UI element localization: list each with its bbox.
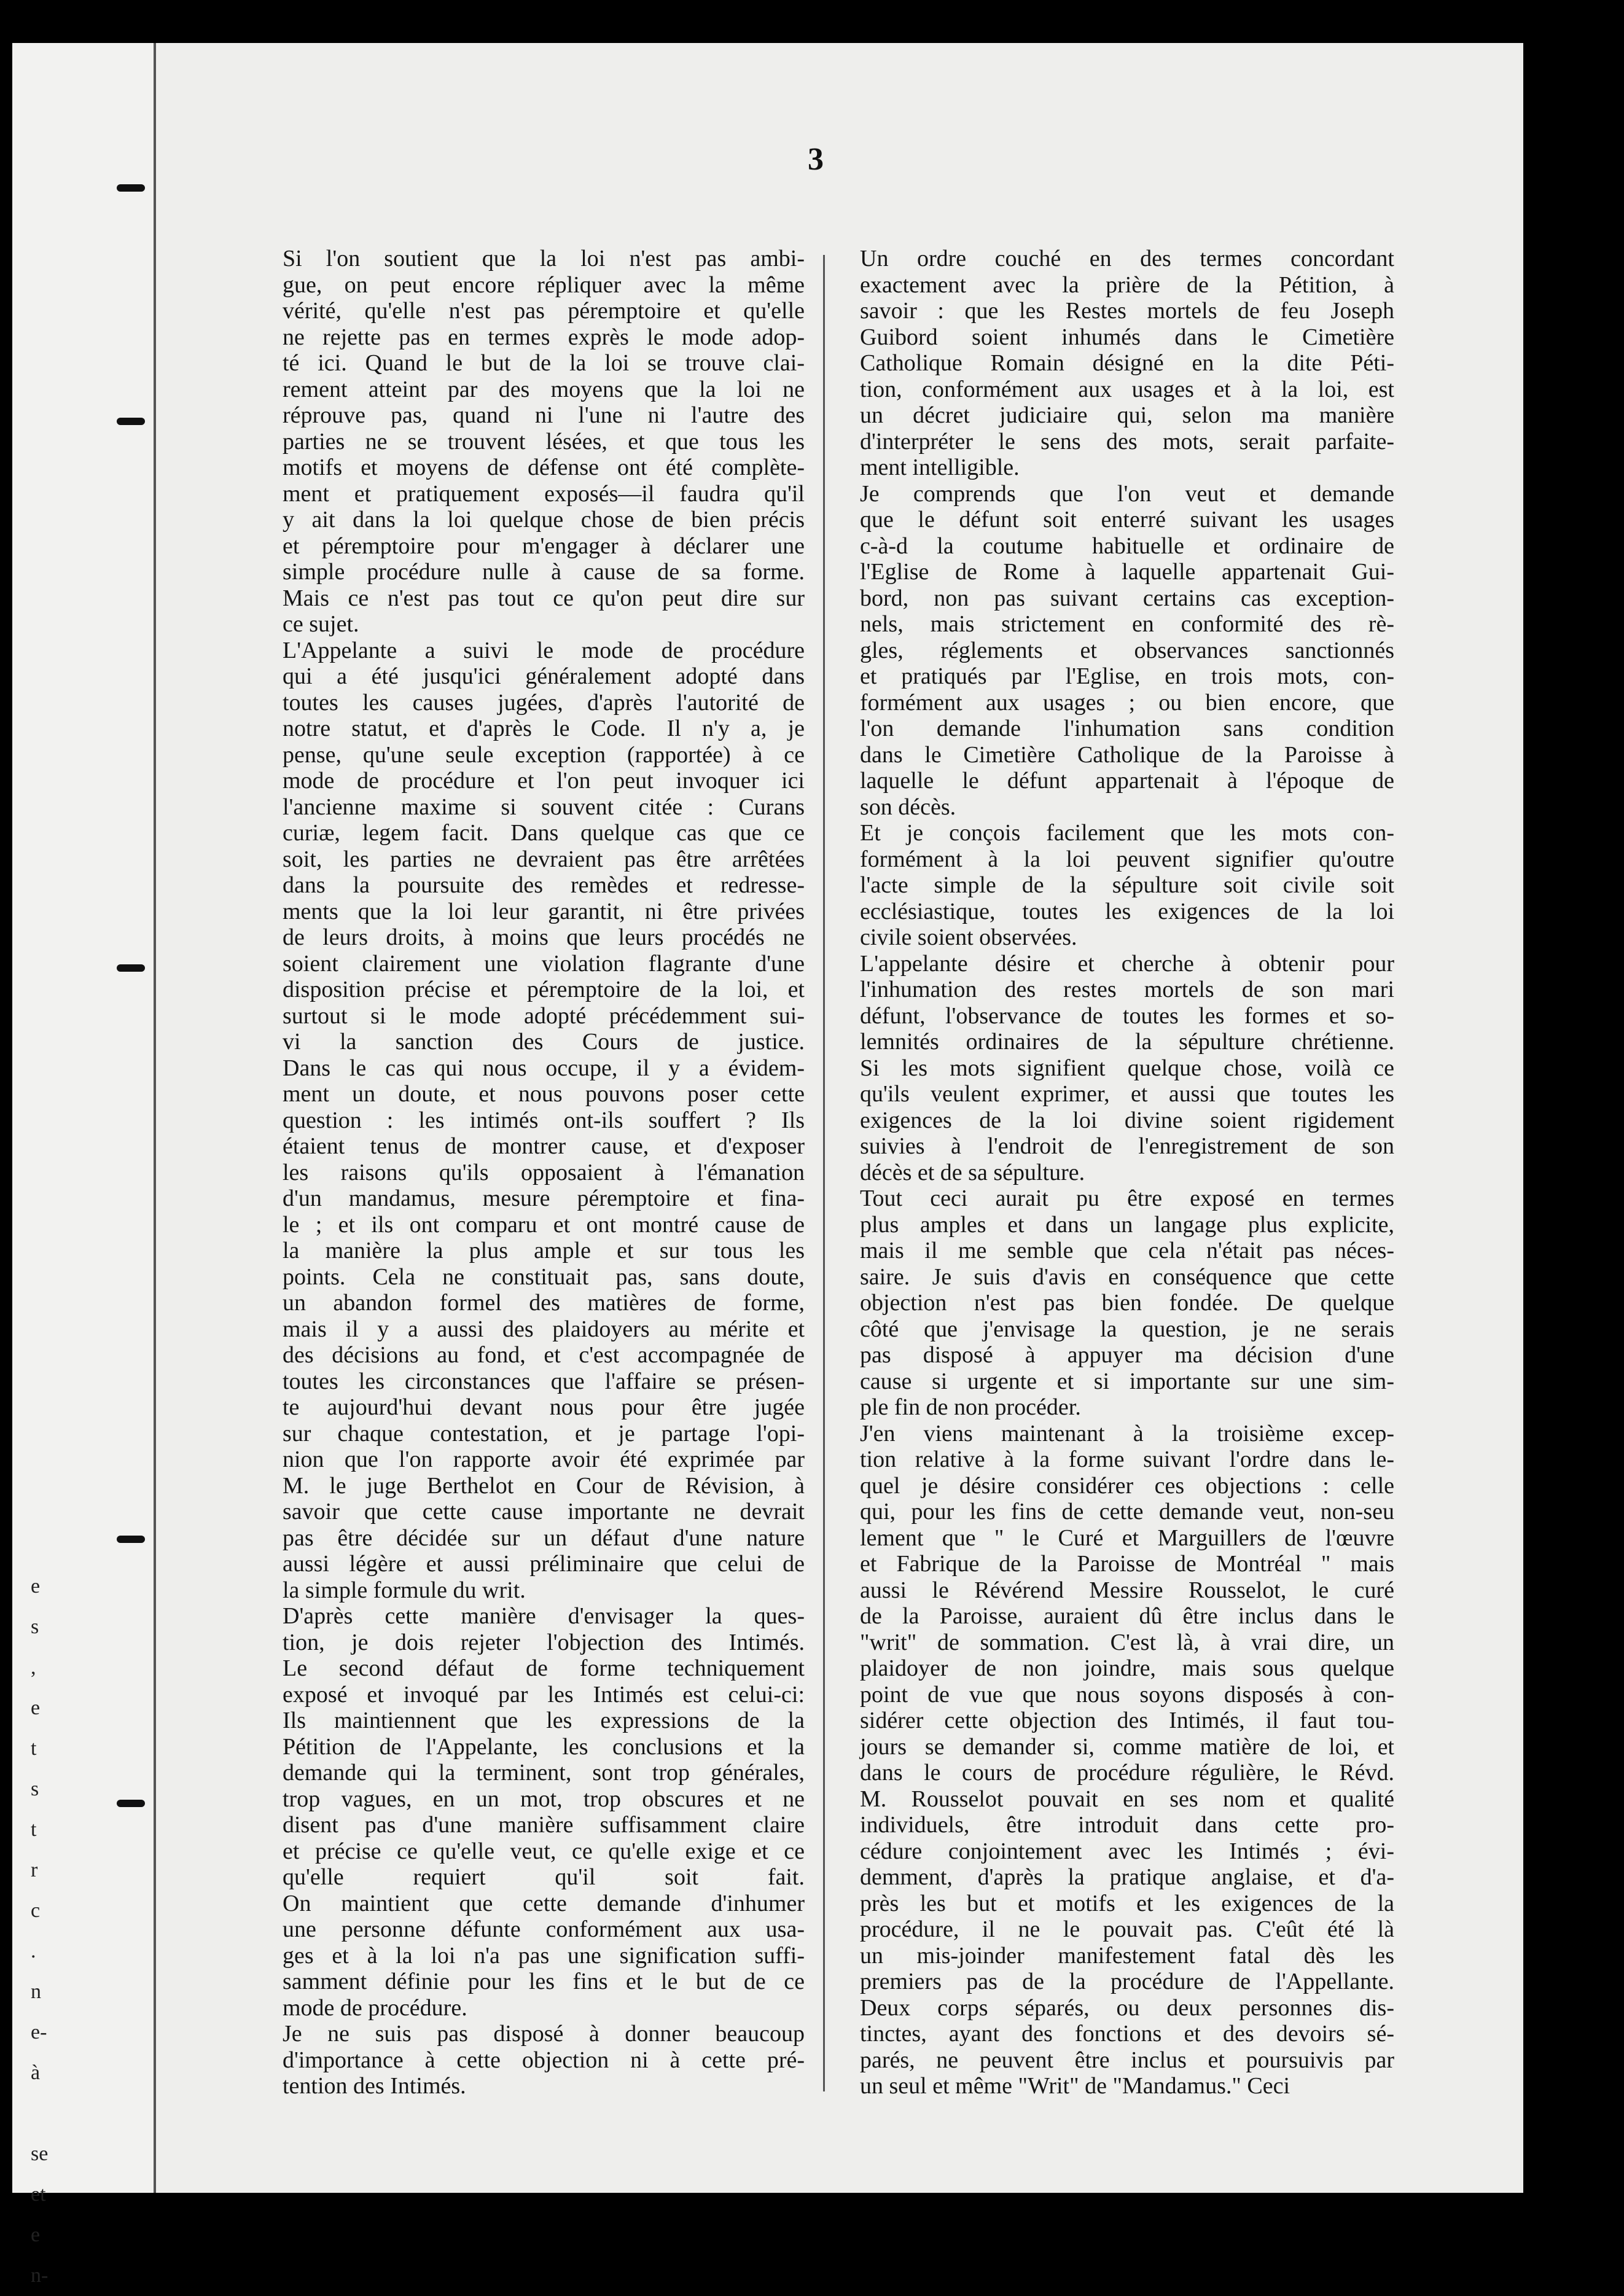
text-line: bord, non pas suivant certains cas exception- bbox=[860, 585, 1394, 611]
text-line: un seul et même "Writ" de "Mandamus." Ceci bbox=[860, 2073, 1290, 2099]
text-line: ment intelligible. bbox=[860, 455, 1020, 480]
text-line: sidérer cette objection des Intimés, il faut tou- bbox=[860, 1708, 1394, 1733]
text-line: y ait dans la loi quelque chose de bien précis bbox=[283, 507, 805, 533]
text-line: ce sujet. bbox=[283, 611, 359, 637]
text-line: qui a été jusqu'ici généralement adopté dans bbox=[283, 663, 805, 689]
text-line: formément aux usages ; ou bien encore, que bbox=[860, 689, 1394, 716]
text-line: Dans le cas qui nous occupe, il y a évidem- bbox=[283, 1055, 805, 1081]
text-line: d'interpréter le sens des mots, serait parfaite- bbox=[860, 428, 1394, 455]
text-line: près les but et motifs et les exigences de la bbox=[860, 1890, 1394, 1916]
text-line: points. Cela ne constituait pas, sans doute, bbox=[283, 1263, 805, 1290]
text-line: Je comprends que l'on veut et demande bbox=[860, 480, 1394, 507]
text-line: aussi le Révérend Messire Rousselot, le curé bbox=[860, 1577, 1394, 1603]
binding-mark bbox=[117, 184, 145, 192]
text-line: curiæ, legem facit. Dans quelque cas que ce bbox=[283, 820, 805, 846]
text-line: vi la sanction des Cours de justice. bbox=[283, 1029, 805, 1055]
text-line: toutes les circonstances que l'affaire se présen- bbox=[283, 1368, 805, 1394]
text-line: pas être décidée sur un défaut d'une nature bbox=[283, 1525, 805, 1551]
previous-page-edge bbox=[12, 43, 156, 2287]
text-line: l'acte simple de la sépulture soit civile soit bbox=[860, 872, 1394, 898]
text-line: L'appelante désire et cherche à obtenir pour bbox=[860, 950, 1394, 977]
text-line: de leurs droits, à moins que leurs procédés ne bbox=[283, 924, 805, 950]
text-line: mode de procédure et l'on peut invoquer ici bbox=[283, 768, 805, 794]
text-line: défunt, l'observance de toutes les formes et so- bbox=[860, 1002, 1394, 1029]
margin-letter: e bbox=[31, 2224, 41, 2246]
text-line: formément à la loi peuvent signifier qu'outre bbox=[860, 846, 1394, 872]
text-line: procédure, il ne le pouvait pas. C'eût été là bbox=[860, 1916, 1394, 1942]
text-line: pense, qu'une seule exception (rapportée) à ce bbox=[283, 741, 805, 768]
text-line: savoir que cette cause importante ne devrait bbox=[283, 1499, 805, 1525]
text-line: et péremptoire pour m'engager à déclarer une bbox=[283, 533, 805, 559]
text-line: exposé et invoqué par les Intimés est celui-ci: bbox=[283, 1681, 805, 1708]
text-line: des décisions au fond, et c'est accompagnée de bbox=[283, 1342, 805, 1368]
margin-letter: c bbox=[31, 1899, 41, 1922]
text-line: les raisons qu'ils opposaient à l'émanation bbox=[283, 1159, 805, 1185]
text-line: cause si urgente et si importante sur une sim- bbox=[860, 1368, 1394, 1394]
text-line: ple fin de non procéder. bbox=[860, 1394, 1081, 1420]
margin-letter: se bbox=[31, 2142, 49, 2165]
text-line: lement que " le Curé et Marguillers de l'œuvre bbox=[860, 1525, 1394, 1551]
text-line: simple procédure nulle à cause de sa forme. bbox=[283, 559, 805, 585]
margin-letter: r bbox=[31, 1859, 38, 1881]
text-line: l'Eglise de Rome à laquelle appartenait Gui- bbox=[860, 559, 1394, 585]
margin-letter: . bbox=[31, 1940, 36, 1962]
text-line: de la Paroisse, auraient dû être inclus dans le bbox=[860, 1603, 1394, 1629]
margin-fragments bbox=[31, 1566, 68, 2296]
text-line: soit, les parties ne devraient pas être arrêtées bbox=[283, 846, 805, 872]
text-line: réprouve pas, quand ni l'une ni l'autre des bbox=[283, 402, 805, 428]
text-line: ment et pratiquement exposés—il faudra qu'il bbox=[283, 480, 805, 507]
text-line: la simple formule du writ. bbox=[283, 1577, 526, 1603]
text-line: l'ancienne maxime si souvent citée : Curans bbox=[283, 794, 805, 820]
margin-letter: t bbox=[31, 1737, 37, 1760]
text-line: tention des Intimés. bbox=[283, 2073, 466, 2099]
text-line: décès et de sa sépulture. bbox=[860, 1159, 1085, 1185]
text-line: "writ" de sommation. C'est là, à vrai dire, un bbox=[860, 1629, 1394, 1655]
text-line: exigences de la loi divine soient rigidement bbox=[860, 1107, 1394, 1133]
text-line: son décès. bbox=[860, 794, 956, 820]
text-line: te aujourd'hui devant nous pour être jugée bbox=[283, 1394, 805, 1420]
text-line: disent pas d'une manière suffisamment claire bbox=[283, 1812, 805, 1838]
text-line: dans le Cimetière Catholique de la Paroisse à bbox=[860, 741, 1394, 768]
text-line: gles, réglements et observances sanctionnés bbox=[860, 637, 1394, 663]
column-divider bbox=[823, 255, 825, 2091]
text-line: demande qui la terminent, sont trop générales, bbox=[283, 1760, 805, 1786]
text-line: dans le cours de procédure régulière, le Révd. bbox=[860, 1760, 1394, 1786]
text-line: tion, conformément aux usages et à la loi, est bbox=[860, 376, 1394, 402]
margin-letter: à bbox=[31, 2061, 41, 2084]
text-line: L'Appelante a suivi le mode de procédure bbox=[283, 637, 805, 663]
text-line: parés, ne peuvent être inclus et poursuivis par bbox=[860, 2047, 1394, 2073]
text-line: Le second défaut de forme techniquement bbox=[283, 1655, 805, 1681]
text-line: étaient tenus de montrer cause, et d'exposer bbox=[283, 1133, 805, 1159]
text-line: aussi légère et aussi préliminaire que celui de bbox=[283, 1551, 805, 1577]
text-line: gue, on peut encore répliquer avec la même bbox=[283, 271, 805, 298]
text-line: Pétition de l'Appelante, les conclusions et la bbox=[283, 1733, 805, 1760]
text-line: point de vue que nous soyons disposés à con- bbox=[860, 1681, 1394, 1708]
text-line: un mis-joinder manifestement fatal dès les bbox=[860, 1942, 1394, 1969]
text-line: mode de procédure. bbox=[283, 1994, 467, 2021]
scan-border bbox=[1523, 0, 1624, 2216]
margin-letter: , bbox=[31, 1656, 36, 1679]
text-line: question : les intimés ont-ils souffert ? Ils bbox=[283, 1107, 805, 1133]
text-line: civile soient observées. bbox=[860, 924, 1077, 950]
text-line: que le défunt soit enterré suivant les usages bbox=[860, 507, 1394, 533]
text-line: sur chaque contestation, et je partage l'opi- bbox=[283, 1420, 805, 1447]
text-line: d'un mandamus, mesure péremptoire et fina- bbox=[283, 1185, 805, 1211]
document-page bbox=[12, 43, 1585, 2287]
text-line: Mais ce n'est pas tout ce qu'on peut dire sur bbox=[283, 585, 805, 611]
text-line: d'importance à cette objection ni à cette pré- bbox=[283, 2047, 805, 2073]
text-line: demment, d'après la pratique anglaise, et d'a- bbox=[860, 1864, 1394, 1890]
text-line: dans la poursuite des remèdes et redresse- bbox=[283, 872, 805, 898]
text-line: ne rejette pas en termes exprès le mode adop- bbox=[283, 324, 805, 350]
text-line: J'en viens maintenant à la troisième excep- bbox=[860, 1420, 1394, 1447]
text-line: plaidoyer de non joindre, mais sous quelque bbox=[860, 1655, 1394, 1681]
margin-letter: s bbox=[31, 1615, 39, 1638]
margin-letter bbox=[31, 2093, 68, 2134]
text-line: un décret judiciaire qui, selon ma manière bbox=[860, 402, 1394, 428]
text-line: le ; et ils ont comparu et ont montré cause de bbox=[283, 1211, 805, 1238]
text-line: notre statut, et d'après le Code. Il n'y a, je bbox=[283, 716, 805, 741]
text-line: On maintient que cette demande d'inhumer bbox=[283, 1890, 805, 1916]
text-line: Deux corps séparés, ou deux personnes dis- bbox=[860, 1994, 1394, 2021]
text-line: et Fabrique de la Paroisse de Montréal " mais bbox=[860, 1551, 1394, 1577]
text-line: et précise ce qu'elle veut, ce qu'elle exige et ce bbox=[283, 1838, 805, 1864]
text-line: ment un doute, et nous pouvons poser cette bbox=[283, 1081, 805, 1107]
text-line: Et je conçois facilement que les mots con- bbox=[860, 820, 1394, 846]
right-column bbox=[860, 246, 1394, 2099]
margin-letter: e- bbox=[31, 2021, 47, 2044]
text-line: Catholique Romain désigné en la dite Péti- bbox=[860, 350, 1394, 376]
text-line: Si l'on soutient que la loi n'est pas ambi- bbox=[283, 246, 805, 271]
text-line: l'on demande l'inhumation sans condition bbox=[860, 716, 1394, 741]
text-line: nion que l'on rapporte avoir été exprimée par bbox=[283, 1447, 805, 1472]
text-line: ecclésiastique, toutes les exigences de la loi bbox=[860, 898, 1394, 924]
page-number: 3 bbox=[808, 142, 824, 177]
binding-mark bbox=[117, 1800, 145, 1807]
text-line: rement atteint par des moyens que la loi ne bbox=[283, 376, 805, 402]
text-line: soient clairement une violation flagrante d'une bbox=[283, 950, 805, 977]
text-line: côté que j'envisage la question, je ne serais bbox=[860, 1316, 1394, 1342]
text-line: qui, pour les fins de cette demande veut, non-seu bbox=[860, 1499, 1394, 1525]
text-line: laquelle le défunt appartenait à l'époque de bbox=[860, 768, 1394, 794]
text-line: pas disposé à appuyer ma décision d'une bbox=[860, 1342, 1394, 1368]
text-line: c-à-d la coutume habituelle et ordinaire de bbox=[860, 533, 1394, 559]
text-line: M. Rousselot pouvait en ses nom et qualité bbox=[860, 1786, 1394, 1812]
text-line: tinctes, ayant des fonctions et des devoirs sé- bbox=[860, 2021, 1394, 2047]
text-line: lemnités ordinaires de la sépulture chrétienne. bbox=[860, 1029, 1394, 1055]
text-line: Si les mots signifient quelque chose, voilà ce bbox=[860, 1055, 1394, 1081]
margin-letter: n- bbox=[31, 2264, 49, 2287]
text-line: quel je désire considérer ces objections : celle bbox=[860, 1472, 1394, 1499]
text-line: vérité, qu'elle n'est pas péremptoire et qu'elle bbox=[283, 298, 805, 324]
text-line: qu'ils veulent exprimer, et aussi que toutes les bbox=[860, 1081, 1394, 1107]
text-line: et pratiqués par l'Eglise, en trois mots, con- bbox=[860, 663, 1394, 689]
text-line: l'inhumation des restes mortels de son mari bbox=[860, 977, 1394, 1002]
text-line: té ici. Quand le but de la loi se trouve clai- bbox=[283, 350, 805, 376]
text-line: disposition précise et péremptoire de la loi, et bbox=[283, 977, 805, 1002]
text-line: individuels, être introduit dans cette pro- bbox=[860, 1812, 1394, 1838]
text-line: parties ne se trouvent lésées, et que tous les bbox=[283, 428, 805, 455]
text-line: une personne défunte conformément aux usa- bbox=[283, 1916, 805, 1942]
text-line: tion relative à la forme suivant l'ordre dans le- bbox=[860, 1447, 1394, 1472]
text-line: ges et à la loi n'a pas une signification suffi- bbox=[283, 1942, 805, 1969]
margin-letter: et bbox=[31, 2183, 46, 2206]
text-line: un abandon formel des matières de forme, bbox=[283, 1290, 805, 1316]
text-line: nels, mais strictement en conformité des rè- bbox=[860, 611, 1394, 637]
margin-letter: e bbox=[31, 1697, 41, 1719]
text-line: motifs et moyens de défense ont été complète- bbox=[283, 455, 805, 480]
text-line: objection n'est pas bien fondée. De quelque bbox=[860, 1290, 1394, 1316]
text-line: tion, je dois rejeter l'objection des Intimés. bbox=[283, 1629, 805, 1655]
text-line: Je ne suis pas disposé à donner beaucoup bbox=[283, 2021, 805, 2047]
text-line: M. le juge Berthelot en Cour de Révision, à bbox=[283, 1472, 805, 1499]
text-line: D'après cette manière d'envisager la ques- bbox=[283, 1603, 805, 1629]
text-line: premiers pas de la procédure de l'Appellante. bbox=[860, 1969, 1394, 1994]
text-line: toutes les causes jugées, d'après l'autorité de bbox=[283, 689, 805, 716]
margin-letter: t bbox=[31, 1818, 37, 1841]
text-line: la manière la plus ample et sur tous les bbox=[283, 1238, 805, 1263]
text-line: jours se demander si, comme matière de loi, et bbox=[860, 1733, 1394, 1760]
text-line: suivies à l'endroit de l'enregistrement de son bbox=[860, 1133, 1394, 1159]
binding-mark bbox=[117, 964, 145, 972]
text-line: saire. Je suis d'avis en conséquence que cette bbox=[860, 1263, 1394, 1290]
text-line: ments que la loi leur garantit, ni être privées bbox=[283, 898, 805, 924]
margin-letter: n bbox=[31, 1980, 41, 2003]
left-column bbox=[283, 246, 805, 2099]
text-line: mais il me semble que cela n'était pas néces- bbox=[860, 1238, 1394, 1263]
margin-letter: e bbox=[31, 1575, 41, 1598]
text-line: Ils maintiennent que les expressions de la bbox=[283, 1708, 805, 1733]
text-line: savoir : que les Restes mortels de feu Joseph bbox=[860, 298, 1394, 324]
text-line: plus amples et dans un langage plus explicite, bbox=[860, 1211, 1394, 1238]
binding-mark bbox=[117, 418, 145, 425]
text-line: Tout ceci aurait pu être exposé en termes bbox=[860, 1185, 1394, 1211]
text-line: samment définie pour les fins et le but de ce bbox=[283, 1969, 805, 1994]
text-line: Un ordre couché en des termes concordant bbox=[860, 246, 1394, 271]
binding-mark bbox=[117, 1536, 145, 1543]
text-line: Guibord soient inhumés dans le Cimetière bbox=[860, 324, 1394, 350]
text-line: trop vagues, en un mot, trop obscures et ne bbox=[283, 1786, 805, 1812]
text-line: exactement avec la prière de la Pétition, à bbox=[860, 271, 1394, 298]
text-line: mais il y a aussi des plaidoyers au mérite et bbox=[283, 1316, 805, 1342]
text-line: cédure conjointement avec les Intimés ; évi- bbox=[860, 1838, 1394, 1864]
text-line: qu'elle requiert qu'il soit fait. bbox=[283, 1864, 805, 1890]
text-line: surtout si le mode adopté précédemment sui- bbox=[283, 1002, 805, 1029]
margin-letter: s bbox=[31, 1778, 39, 1800]
